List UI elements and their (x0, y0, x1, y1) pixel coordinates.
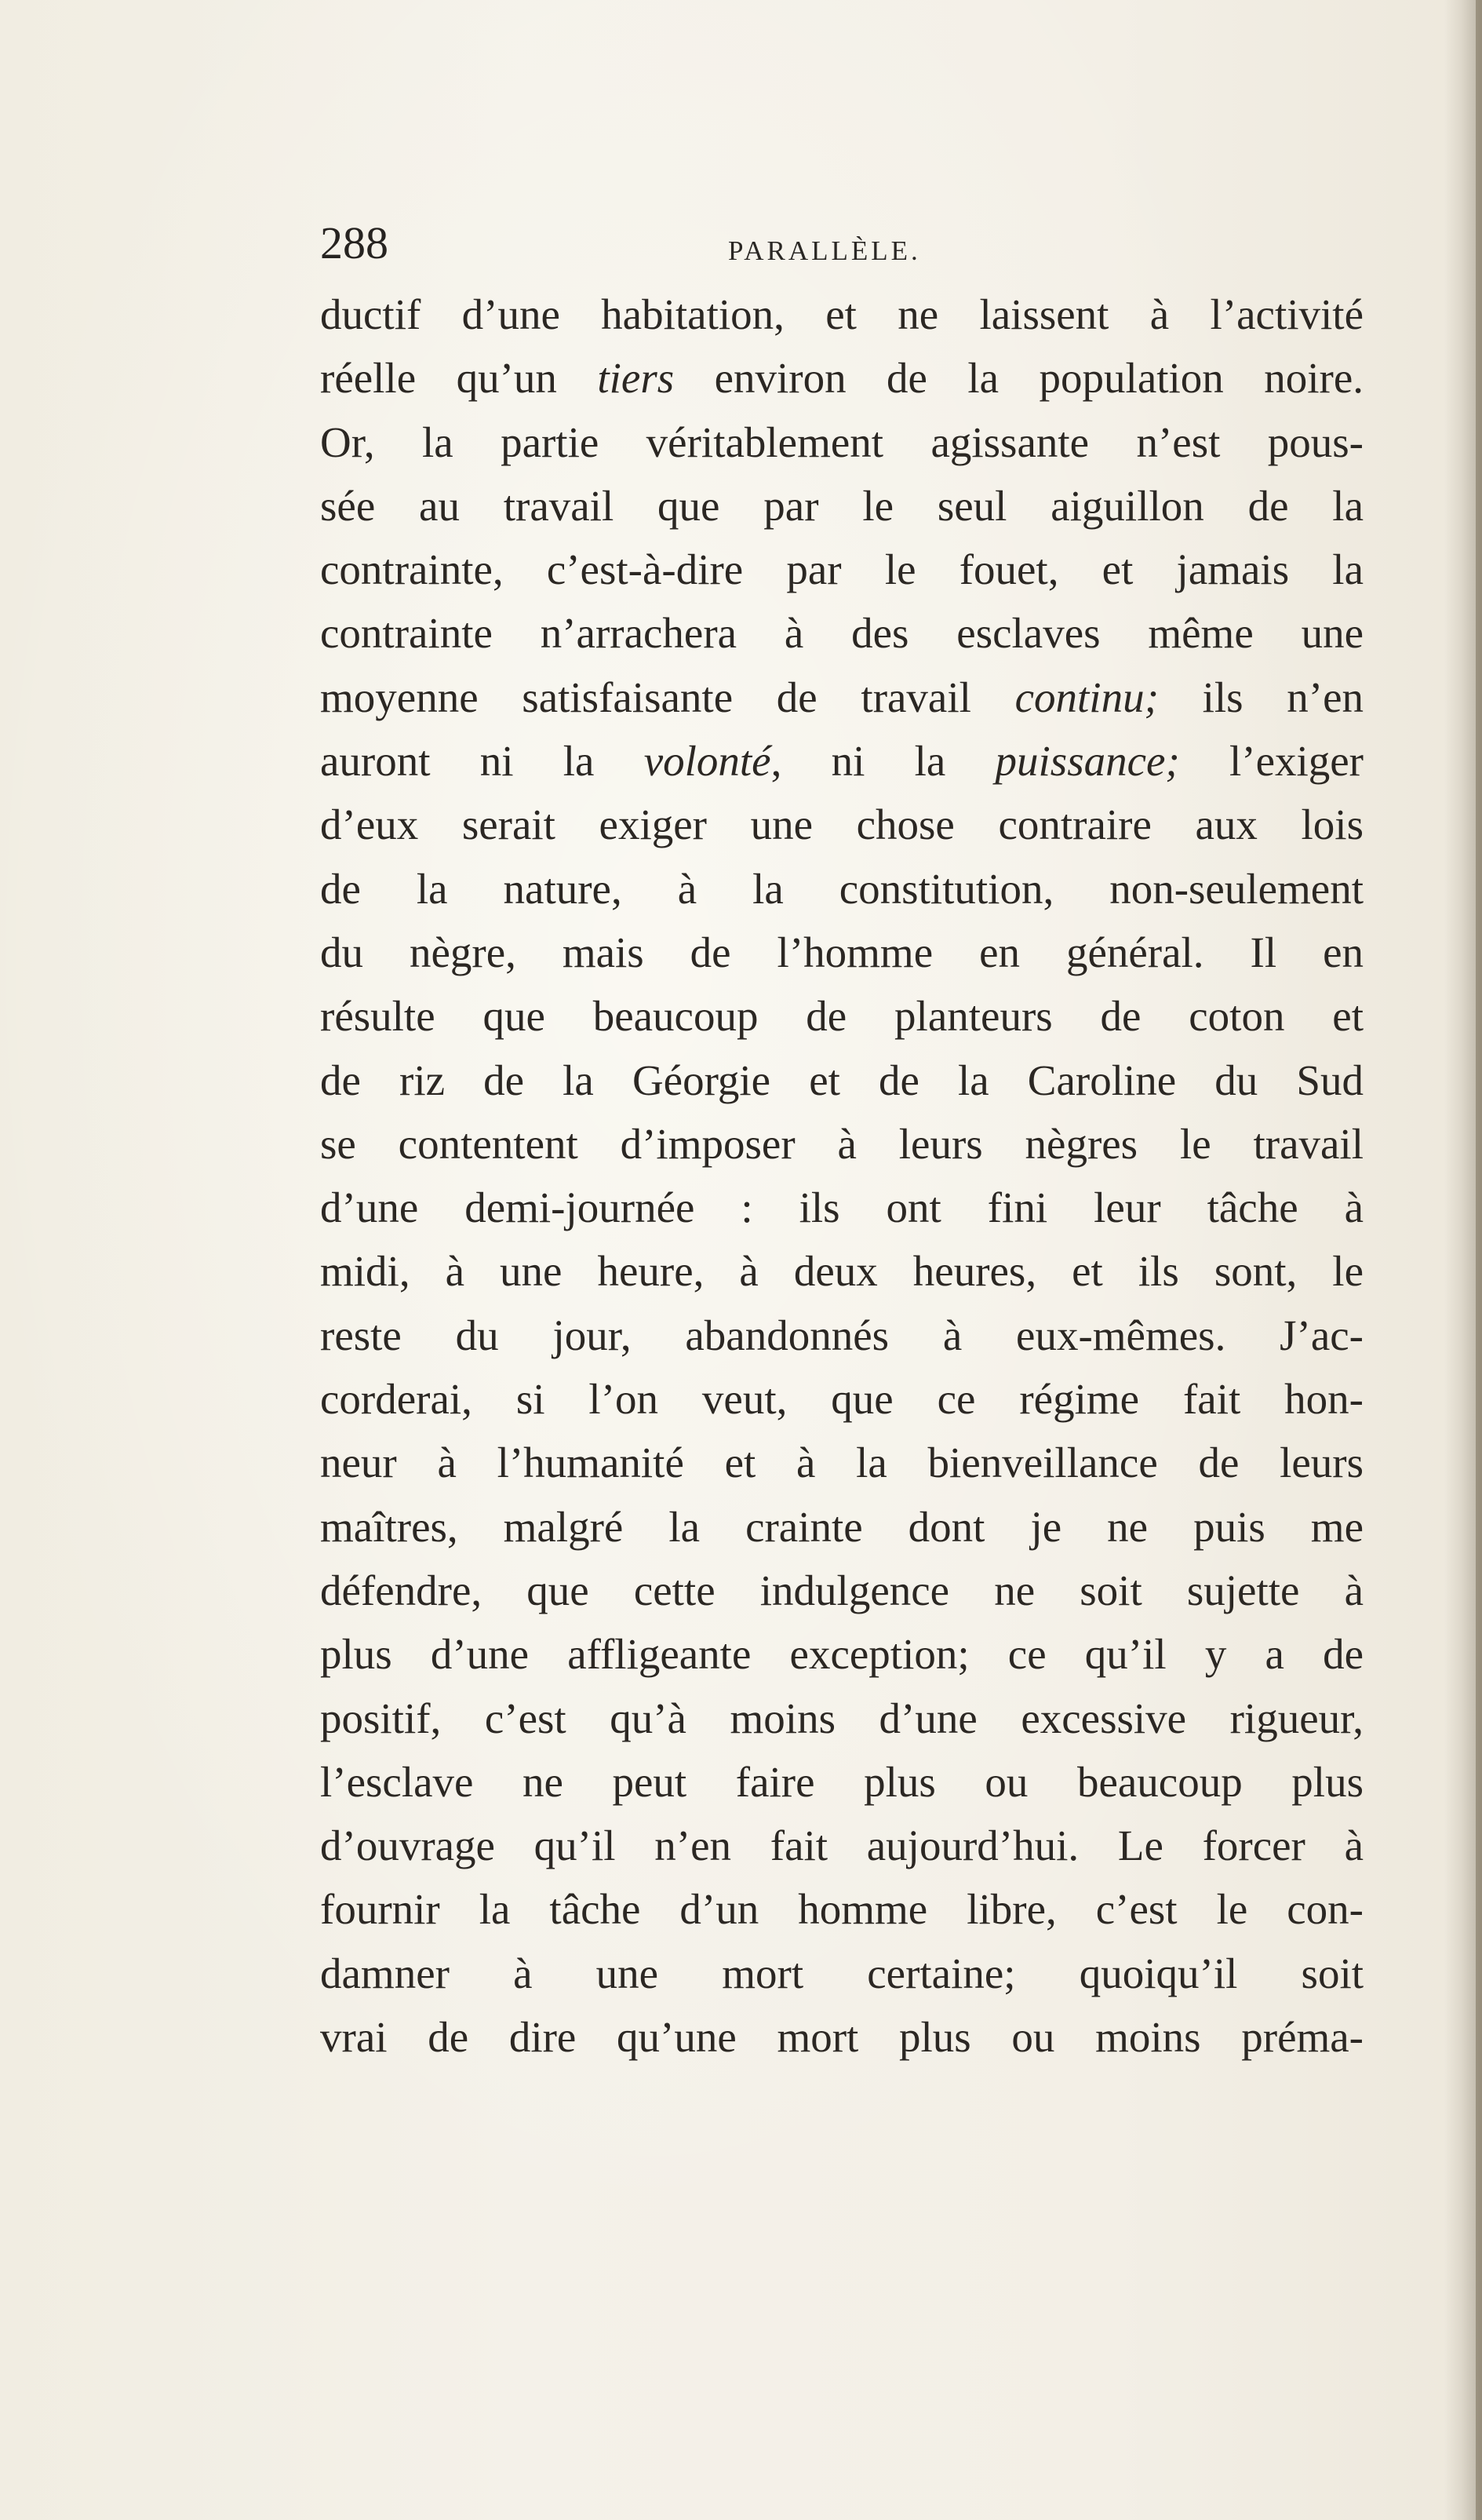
text-run: moyenne satisfaisante de travail (320, 673, 1015, 721)
text-run: environ de la population noire. (674, 354, 1364, 403)
text-run: neur à l’humanité et à la bienveillance de leurs (320, 1439, 1364, 1487)
text-run: midi, à une heure, à deux heures, et ils sont, le (320, 1247, 1364, 1296)
text-line (320, 666, 1364, 729)
text-run: défendre, que cette indulgence ne soit sujette à (320, 1566, 1364, 1614)
text-line (320, 1622, 1364, 1686)
text-run: positif, c’est qu’à moins d’une excessive rigueur, (320, 1694, 1364, 1742)
text-run: du nègre, mais de l’homme en général. Il en (320, 928, 1364, 976)
text-line (320, 283, 1364, 346)
text-line (320, 857, 1364, 921)
text-line (320, 1942, 1364, 2005)
text-line (320, 601, 1364, 665)
text-run: se contentent d’imposer à leurs nègres le travail (320, 1119, 1364, 1168)
text-line (320, 1431, 1364, 1494)
text-run: fournir la tâche d’un homme libre, c’est le con- (320, 1885, 1364, 1934)
text-run: l’esclave ne peut faire plus ou beaucoup plus (320, 1757, 1364, 1806)
text-line (320, 793, 1364, 856)
text-line (320, 1687, 1364, 1750)
text-run: l’exiger (1179, 737, 1364, 786)
running-title: PARALLÈLE. (728, 235, 921, 266)
text-run: corderai, si l’on veut, que ce régime fait hon- (320, 1375, 1364, 1424)
running-head (320, 212, 1364, 283)
text-line (320, 1367, 1364, 1431)
text-line (320, 410, 1364, 474)
text-run: de riz de la Géorgie et de la Caroline du Sud (320, 1056, 1364, 1104)
text-run: contrainte, c’est-à-dire par le fouet, et jamais la (320, 545, 1364, 594)
text-line (320, 1304, 1364, 1367)
text-line (320, 921, 1364, 984)
text-line (320, 1239, 1364, 1303)
text-run: , ni la (770, 737, 996, 786)
text-line (320, 346, 1364, 410)
text-line (320, 1112, 1364, 1176)
italic-text: tiers (597, 354, 675, 403)
text-line (320, 538, 1364, 601)
text-run: auront ni la (320, 737, 644, 786)
text-run: maîtres, malgré la crainte dont je ne puis me (320, 1502, 1364, 1551)
text-run: réelle qu’un (320, 354, 598, 403)
text-run: damner à une mort certaine; quoiqu’il soit (320, 1949, 1364, 1997)
text-line (320, 1877, 1364, 1941)
text-run: résulte que beaucoup de planteurs de coton et (320, 992, 1364, 1041)
body-text (320, 283, 1364, 2069)
text-run: d’une demi-journée : ils ont fini leur tâche à (320, 1183, 1364, 1232)
text-line (320, 1559, 1364, 1622)
text-line (320, 1495, 1364, 1559)
text-line (320, 1814, 1364, 1877)
text-line (320, 1176, 1364, 1239)
text-run: Or, la partie véritablement agissante n’est pous- (320, 418, 1364, 466)
text-line (320, 474, 1364, 538)
text-run: reste du jour, abandonnés à eux-mêmes. J’ac- (320, 1311, 1364, 1359)
text-line (320, 729, 1364, 793)
text-run: ductif d’une habitation, et ne laissent à l’activité (320, 290, 1364, 338)
text-run: plus d’une affligeante exception; ce qu’il y a de (320, 1630, 1364, 1679)
text-run: d’ouvrage qu’il n’en fait aujourd’hui. Le forcer à (320, 1822, 1364, 1870)
text-line (320, 984, 1364, 1048)
text-line (320, 1048, 1364, 1112)
text-run: ils n’en (1158, 673, 1364, 721)
italic-text: volonté (643, 737, 771, 786)
italic-text: puissance; (995, 737, 1180, 786)
text-run: de la nature, à la constitution, non-seulement (320, 864, 1364, 913)
text-line (320, 1750, 1364, 1814)
italic-text: continu; (1014, 673, 1159, 721)
page-number: 288 (320, 217, 388, 268)
text-run: vrai de dire qu’une mort plus ou moins préma- (320, 2013, 1364, 2062)
page-edge (1476, 0, 1482, 2520)
text-run: contrainte n’arrachera à des esclaves même une (320, 609, 1364, 658)
text-run: d’eux serait exiger une chose contraire aux lois (320, 800, 1364, 849)
text-run: sée au travail que par le seul aiguillon de la (320, 481, 1364, 530)
text-line (320, 2005, 1364, 2069)
